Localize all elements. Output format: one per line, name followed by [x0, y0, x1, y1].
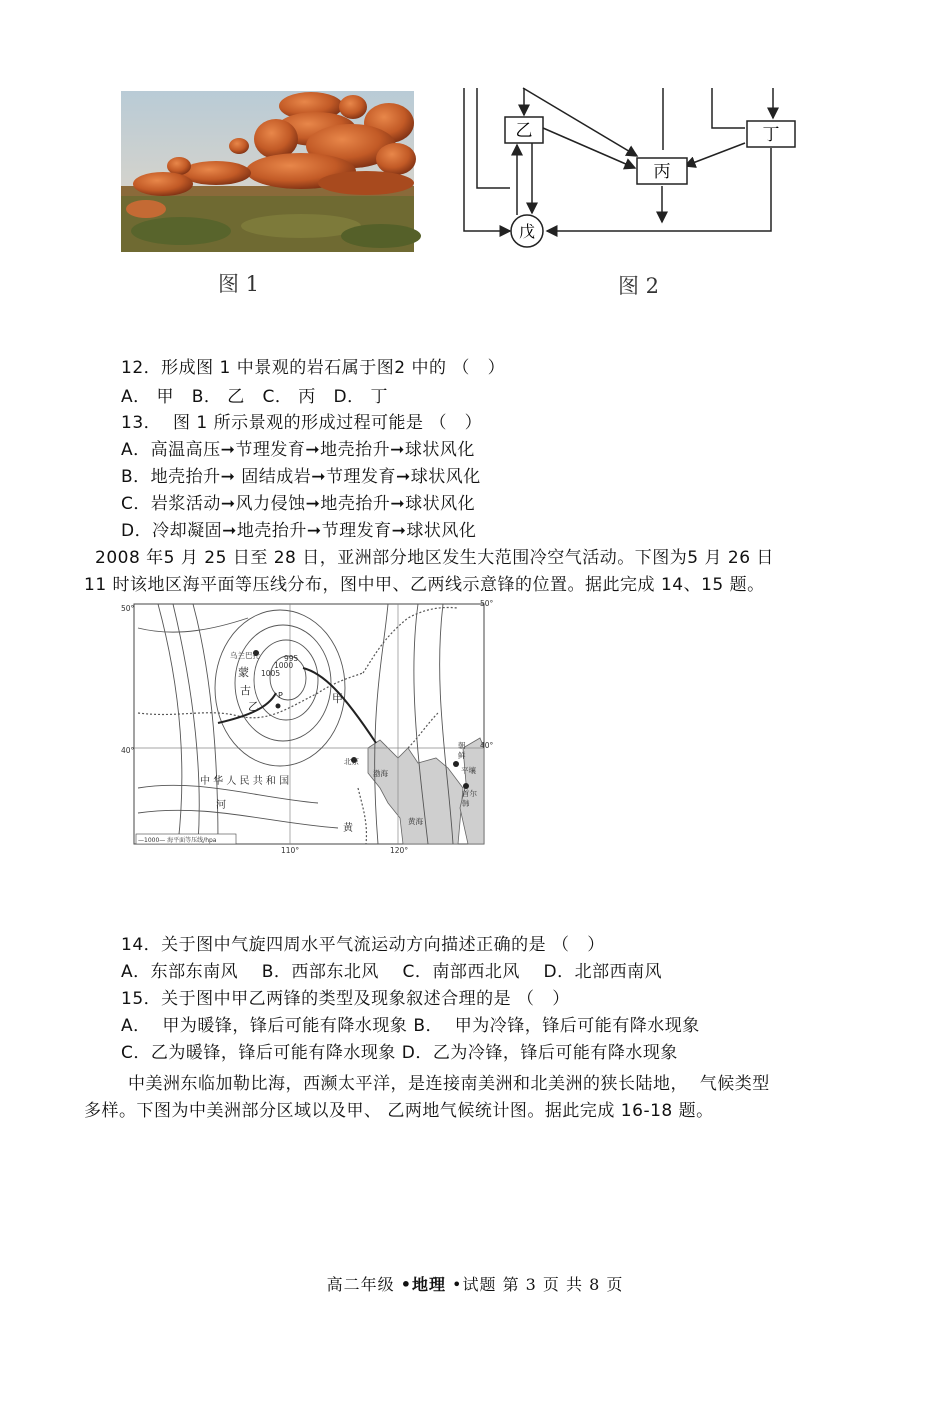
- q14-options: A．东部东南风 B．西部东北风 C．南部西北风 D．北部西南风: [121, 962, 663, 982]
- q13-option-b: B．地壳抬升➞ 固结成岩➞节理发育➞球状风化: [121, 467, 481, 487]
- figure-1-caption: 图 1: [218, 272, 260, 296]
- q13-option-a: A．高温高压➞节理发育➞地壳抬升➞球状风化: [121, 440, 475, 460]
- figure-2-caption: 图 2: [618, 274, 660, 298]
- map-mongolia-1: 蒙: [238, 666, 249, 679]
- node-ding-label: 丁: [762, 125, 780, 145]
- map-huang: 黄: [343, 823, 353, 834]
- q15-options-cd: C．乙为暖锋，锋后可能有降水现象 D．乙为冷锋，锋后可能有降水现象: [121, 1043, 678, 1063]
- q13-stem: 13． 图 1 所示景观的形成过程可能是 （ ）: [121, 413, 483, 433]
- map-point-p: P: [278, 691, 283, 700]
- map-yellow-sea: 黄海: [408, 817, 423, 826]
- map-lon-120: 120°: [390, 846, 409, 855]
- node-yi-label: 乙: [515, 121, 533, 141]
- map-city-beijing: 北京: [344, 757, 359, 766]
- q12-options: A． 甲 B． 乙 C． 丙 D． 丁: [121, 387, 389, 407]
- map-seoul-2: 韩: [462, 799, 470, 808]
- footer-subject: •地理: [400, 1275, 446, 1294]
- node-wu-label: 戊: [518, 222, 536, 241]
- figure-1-photo: [121, 91, 414, 252]
- figure-2-rock-cycle-diagram: [455, 88, 805, 248]
- map-pyongyang: 平壤: [461, 766, 476, 775]
- map-front-yi: 乙: [248, 700, 259, 713]
- map-korea-2: 鲜: [458, 751, 466, 760]
- map-lat-50-left: 50°: [121, 604, 135, 613]
- map-china: 中 华 人 民 共 和 国: [200, 776, 290, 787]
- map-front-jia: 甲: [332, 692, 343, 705]
- intro-16-18-line2: 多样。下图为中美洲部分区域以及甲、 乙两地气候统计图。据此完成 16-18 题。: [84, 1101, 714, 1121]
- footer-page-info: •试题 第 3 页 共 8 页: [445, 1275, 624, 1294]
- map-lon-110: 110°: [281, 846, 300, 855]
- map-lat-40-right: 40°: [480, 741, 494, 750]
- map-seoul-1: 首尔: [462, 789, 477, 798]
- map-city-ulaanbaatar: 乌兰巴托: [230, 651, 260, 660]
- intro-14-15-line1: 2008 年5 月 25 日至 28 日，亚洲部分地区发生大范围冷空气活动。下图为5 月 26 日: [95, 548, 774, 568]
- map-isobar-label-1: 1005: [261, 669, 281, 678]
- map-lat-50-right: 50°: [480, 599, 494, 608]
- map-legend: —1000— 海平面等压线/hpa: [138, 837, 217, 844]
- footer-grade: 高二年级: [326, 1275, 401, 1294]
- q13-option-d: D．冷却凝固➞地壳抬升➞节理发育➞球状风化: [121, 521, 477, 541]
- intro-14-15-line2: 11 时该地区海平面等压线分布，图中甲、乙两线示意锋的位置。据此完成 14、15 题。: [84, 575, 765, 595]
- map-mongolia-2: 古: [240, 684, 251, 697]
- q14-stem: 14．关于图中气旋四周水平气流运动方向描述正确的是 （ ）: [121, 935, 605, 955]
- map-river-he: 河: [216, 800, 226, 811]
- isobar-map: [118, 598, 494, 856]
- q12-stem: 12．形成图 1 中景观的岩石属于图2 中的 （ ）: [121, 358, 506, 378]
- q15-options-ab: A． 甲为暖锋，锋后可能有降水现象 B． 甲为冷锋，锋后可能有降水现象: [121, 1016, 700, 1036]
- intro-16-18-line1: 中美洲东临加勒比海，西濒太平洋，是连接南美洲和北美洲的狭长陆地， 气候类型: [128, 1074, 770, 1094]
- map-isobar-label-3: 995: [284, 654, 299, 663]
- node-bing-label: 丙: [653, 162, 671, 182]
- map-korea-1: 朝: [458, 741, 466, 750]
- page-footer: [0, 1272, 950, 1295]
- map-lat-40-left: 40°: [121, 746, 135, 755]
- map-bohai: 渤海: [373, 769, 388, 778]
- q15-stem: 15．关于图中甲乙两锋的类型及现象叙述合理的是 （ ）: [121, 989, 570, 1009]
- q13-option-c: C．岩浆活动➞风力侵蚀➞地壳抬升➞球状风化: [121, 494, 476, 514]
- map-isobar-label-2: 1000: [274, 661, 294, 670]
